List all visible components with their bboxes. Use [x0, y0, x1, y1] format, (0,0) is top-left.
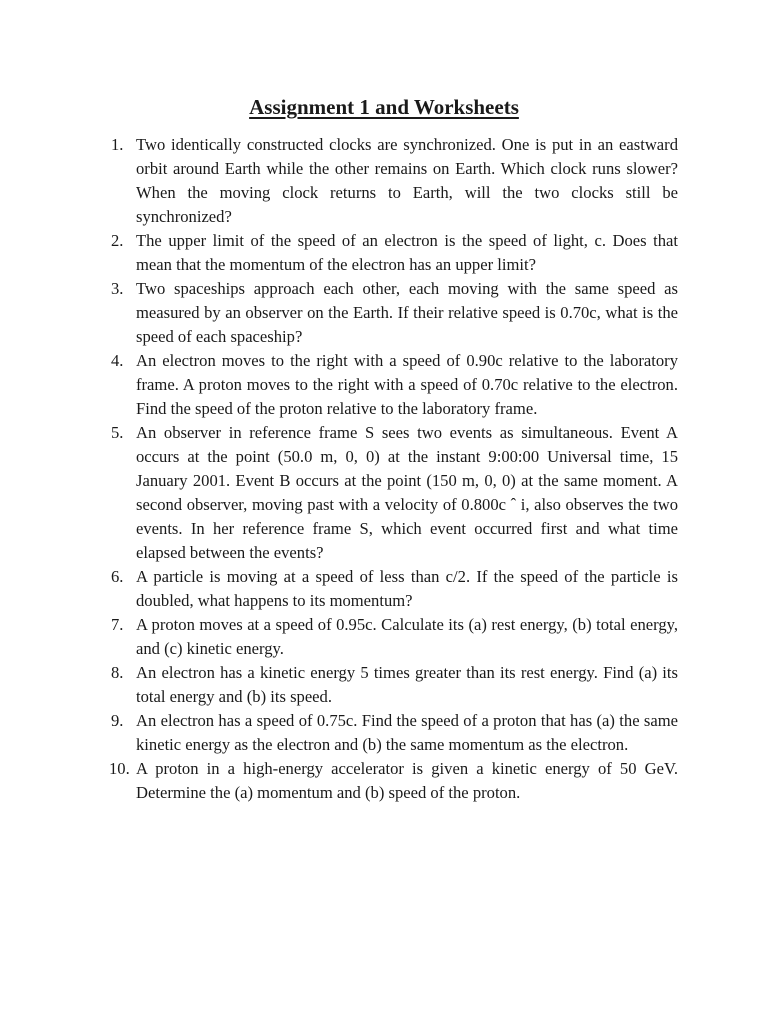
question-number: 7.: [111, 615, 124, 634]
question-item: [96, 421, 678, 565]
page-title: Assignment 1 and Worksheets: [249, 95, 519, 119]
question-item: [96, 757, 678, 805]
question-number: 10.: [109, 759, 130, 778]
question-number: 3.: [111, 279, 124, 298]
question-item: [96, 565, 678, 613]
question-item: [96, 277, 678, 349]
question-text: An electron has a kinetic energy 5 times greater than its rest energy. Find (a) its total energy and (b) its speed.: [136, 663, 678, 706]
question-list: [96, 133, 678, 805]
question-item: [96, 229, 678, 277]
question-number: 2.: [111, 231, 124, 250]
question-number: 1.: [111, 135, 124, 154]
question-text: An observer in reference frame S sees two events as simultaneous. Event A occurs at the point (50.0 m, 0, 0) at the instant 9:00:00 Universal time, 15 January 2001. Event B occurs at the point (150 m, 0, 0) at the same moment. A second observer, moving past with a velocity of 0.800c ˆ i, also observes the two events. In her reference frame S, which event occurred first and what time elapsed between the events?: [136, 423, 678, 562]
question-item: [96, 133, 678, 229]
question-text: A particle is moving at a speed of less than c/2. If the speed of the particle is doubled, what happens to its momentum?: [136, 567, 678, 610]
question-text: The upper limit of the speed of an electron is the speed of light, c. Does that mean that the momentum of the electron has an upper limit?: [136, 231, 678, 274]
question-text: A proton moves at a speed of 0.95c. Calculate its (a) rest energy, (b) total energy, and (c) kinetic energy.: [136, 615, 678, 658]
question-number: 4.: [111, 351, 124, 370]
question-item: [96, 709, 678, 757]
question-number: 8.: [111, 663, 124, 682]
question-item: [96, 661, 678, 709]
question-number: 6.: [111, 567, 124, 586]
question-item: [96, 349, 678, 421]
question-text: Two spaceships approach each other, each moving with the same speed as measured by an observer on the Earth. If their relative speed is 0.70c, what is the speed of each spaceship?: [136, 279, 678, 346]
question-number: 9.: [111, 711, 124, 730]
question-text: A proton in a high-energy accelerator is given a kinetic energy of 50 GeV. Determine the (a) momentum and (b) speed of the proton.: [136, 759, 678, 802]
question-number: 5.: [111, 423, 124, 442]
question-text: An electron has a speed of 0.75c. Find the speed of a proton that has (a) the same kinetic energy as the electron and (b) the same momentum as the electron.: [136, 711, 678, 754]
question-text: An electron moves to the right with a speed of 0.90c relative to the laboratory frame. A proton moves to the right with a speed of 0.70c relative to the electron. Find the speed of the proton relative to the laboratory frame.: [136, 351, 678, 418]
question-text: Two identically constructed clocks are synchronized. One is put in an eastward orbit around Earth while the other remains on Earth. Which clock runs slower? When the moving clock returns to Earth, will the two clocks still be synchronized?: [136, 135, 678, 226]
question-item: [96, 613, 678, 661]
